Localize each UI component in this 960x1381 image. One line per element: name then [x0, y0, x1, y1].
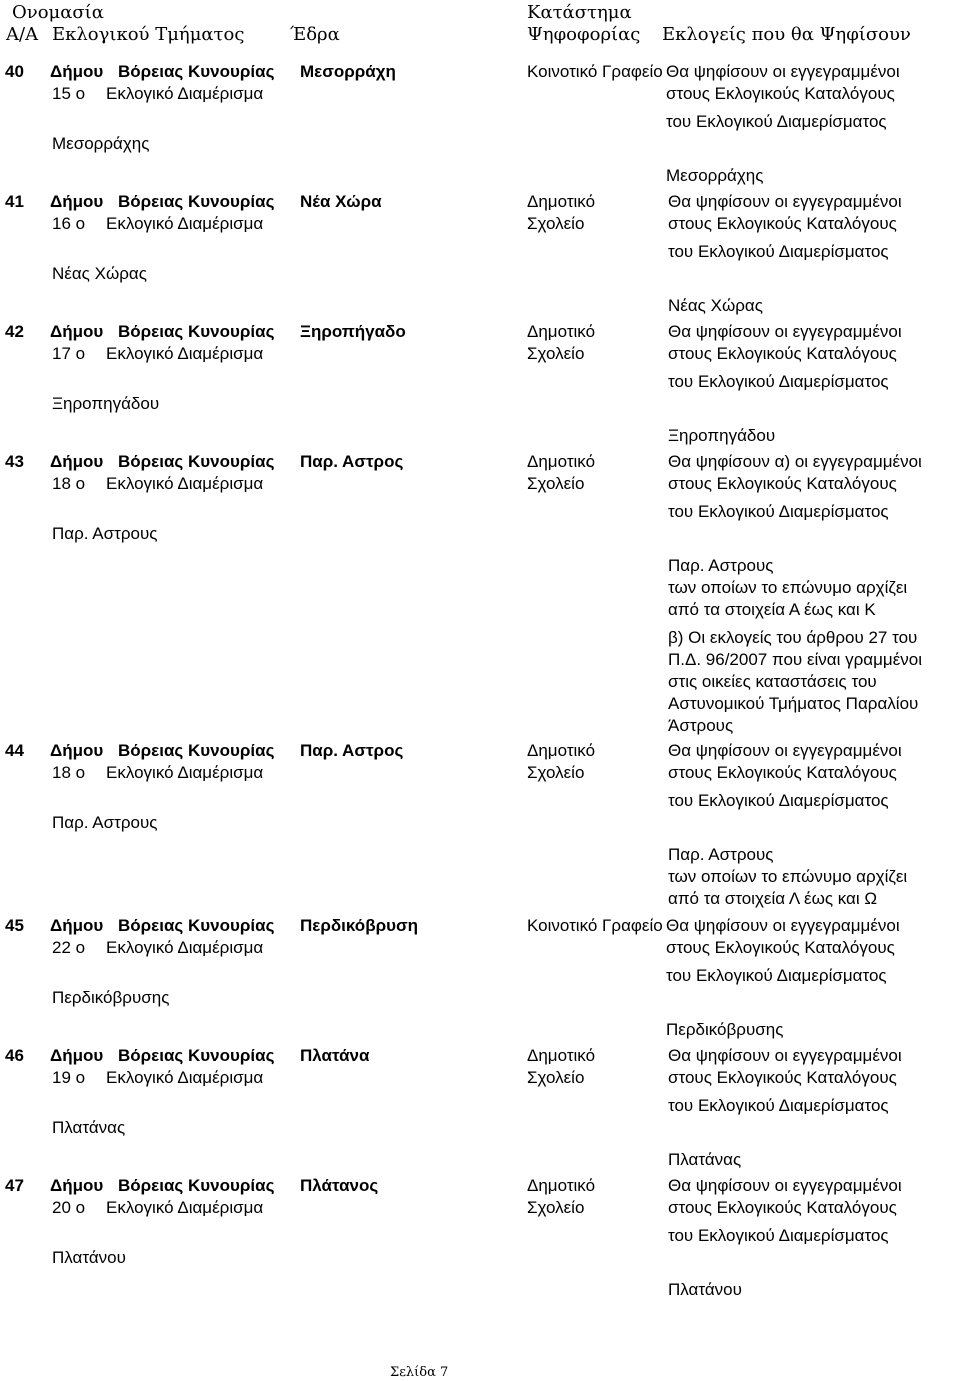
- entry-voters-extra: Άστρους: [668, 716, 734, 735]
- entry-number: 44: [5, 741, 24, 760]
- header-naming: Ονομασία: [12, 2, 104, 23]
- entry-voters-place: Μεσορράχης: [666, 166, 764, 185]
- entry-voters-place: Πλατάνας: [668, 1150, 742, 1169]
- entry-seat: Μεσορράχη: [300, 62, 396, 81]
- page-footer: Σελίδα 7: [390, 1365, 449, 1380]
- entry-voters-place: Περδικόβρυσης: [666, 1020, 784, 1039]
- entry-station-line2: Σχολείο: [527, 1068, 585, 1087]
- entry-region: Βόρειας Κυνουρίας: [118, 452, 275, 471]
- entry-voters-line3: του Εκλογικού Διαμερίσματος: [668, 791, 889, 810]
- entry-place: Ξηροπηγάδου: [52, 394, 160, 413]
- entry-district: Εκλογικό Διαμέρισμα: [106, 474, 264, 493]
- entry-voters-extra: Αστυνομικού Τμήματος Παραλίου: [668, 694, 919, 713]
- entry-voters-line2: στους Εκλογικούς Καταλόγους: [668, 474, 897, 493]
- entry-region: Βόρειας Κυνουρίας: [118, 192, 275, 211]
- entry-voters-extra: των οποίων το επώνυμο αρχίζει: [668, 867, 908, 886]
- entry-voters-place: Παρ. Αστρους: [668, 845, 774, 864]
- entry-number: 46: [5, 1046, 24, 1065]
- entry-voters-line3: του Εκλογικού Διαμερίσματος: [666, 112, 887, 131]
- entry-district: Εκλογικό Διαμέρισμα: [106, 1198, 264, 1217]
- entry-station-line1: Δημοτικό: [527, 192, 596, 211]
- entry-sub-number: 15 ο: [52, 84, 86, 103]
- entry-region: Βόρειας Κυνουρίας: [118, 322, 275, 341]
- entry-voters-line2: στους Εκλογικούς Καταλόγους: [668, 1198, 897, 1217]
- entry-voters-line3: του Εκλογικού Διαμερίσματος: [668, 372, 889, 391]
- entry-station-line1: Κοινοτικό Γραφείο: [527, 916, 663, 935]
- entry-voters-extra: β) Οι εκλογείς του άρθρου 27 του: [668, 628, 918, 647]
- entry-voters-extra: στις οικείες καταστάσεις του: [668, 672, 877, 691]
- entry-number: 40: [5, 62, 24, 81]
- entry-seat: Ξηροπήγαδο: [300, 322, 406, 341]
- entry-voters-line2: στους Εκλογικούς Καταλόγους: [668, 763, 897, 782]
- entry-voters-line3: του Εκλογικού Διαμερίσματος: [668, 502, 889, 521]
- entry-number: 42: [5, 322, 24, 341]
- entry-station-line1: Δημοτικό: [527, 452, 596, 471]
- entry-voters-place: Πλατάνου: [668, 1280, 742, 1299]
- entry-district: Εκλογικό Διαμέρισμα: [106, 1068, 264, 1087]
- header-voters: Εκλογείς που θα Ψηφίσουν: [662, 24, 911, 45]
- entry-district: Εκλογικό Διαμέρισμα: [106, 344, 264, 363]
- entry-municipality: Δήμου: [50, 741, 104, 760]
- entry-sub-number: 16 ο: [52, 214, 86, 233]
- entry-region: Βόρειας Κυνουρίας: [118, 1176, 275, 1195]
- entry-sub-number: 18 ο: [52, 763, 86, 782]
- entry-municipality: Δήμου: [50, 322, 104, 341]
- entry-voters-extra: από τα στοιχεία Λ έως και Ω: [668, 889, 878, 908]
- entry-voters-line2: στους Εκλογικούς Καταλόγους: [668, 214, 897, 233]
- entry-voters-line1: Θα ψηφίσουν οι εγγεγραμμένοι: [668, 322, 902, 341]
- entry-voters-line3: του Εκλογικού Διαμερίσματος: [668, 1096, 889, 1115]
- entry-sub-number: 18 ο: [52, 474, 86, 493]
- entry-voters-place: Ξηροπηγάδου: [668, 426, 776, 445]
- entry-place: Παρ. Αστρους: [52, 524, 158, 543]
- entry-region: Βόρειας Κυνουρίας: [118, 916, 275, 935]
- entry-station-line1: Δημοτικό: [527, 1046, 596, 1065]
- entry-voters-line2: στους Εκλογικούς Καταλόγους: [668, 1068, 897, 1087]
- entry-seat: Νέα Χώρα: [300, 192, 382, 211]
- entry-voters-place: Νέας Χώρας: [668, 296, 763, 315]
- header-name: Εκλογικού Τμήματος: [52, 24, 245, 45]
- entry-voters-extra: Π.Δ. 96/2007 που είναι γραμμένοι: [668, 650, 923, 669]
- entry-voters-line1: Θα ψηφίσουν οι εγγεγραμμένοι: [666, 916, 900, 935]
- entry-sub-number: 17 ο: [52, 344, 86, 363]
- entry-voters-line1: Θα ψηφίσουν οι εγγεγραμμένοι: [668, 1046, 902, 1065]
- entry-station-line1: Δημοτικό: [527, 322, 596, 341]
- entry-municipality: Δήμου: [50, 1176, 104, 1195]
- entry-voters-line1: Θα ψηφίσουν α) οι εγγεγραμμένοι: [668, 452, 922, 471]
- entry-municipality: Δήμου: [50, 1046, 104, 1065]
- entry-district: Εκλογικό Διαμέρισμα: [106, 763, 264, 782]
- header-station: Ψηφοφορίας: [527, 24, 641, 45]
- entry-voters-line1: Θα ψηφίσουν οι εγγεγραμμένοι: [668, 1176, 902, 1195]
- entry-municipality: Δήμου: [50, 916, 104, 935]
- entry-station-line2: Σχολείο: [527, 474, 585, 493]
- entry-municipality: Δήμου: [50, 192, 104, 211]
- entry-number: 47: [5, 1176, 24, 1195]
- entry-voters-place: Παρ. Αστρους: [668, 556, 774, 575]
- entry-place: Πλατάνας: [52, 1118, 126, 1137]
- entry-voters-line1: Θα ψηφίσουν οι εγγεγραμμένοι: [668, 192, 902, 211]
- entry-voters-line3: του Εκλογικού Διαμερίσματος: [668, 242, 889, 261]
- entry-place: Περδικόβρυσης: [52, 988, 170, 1007]
- entry-voters-line3: του Εκλογικού Διαμερίσματος: [666, 966, 887, 985]
- entry-number: 41: [5, 192, 24, 211]
- entry-voters-line1: Θα ψηφίσουν οι εγγεγραμμένοι: [668, 741, 902, 760]
- entry-place: Μεσορράχης: [52, 134, 150, 153]
- entry-voters-line3: του Εκλογικού Διαμερίσματος: [668, 1226, 889, 1245]
- entry-voters-line2: στους Εκλογικούς Καταλόγους: [666, 84, 895, 103]
- entry-station-line2: Σχολείο: [527, 344, 585, 363]
- entry-number: 43: [5, 452, 24, 471]
- entry-district: Εκλογικό Διαμέρισμα: [106, 938, 264, 957]
- entry-seat: Πλάτανος: [300, 1176, 379, 1195]
- entry-place: Πλατάνου: [52, 1248, 126, 1267]
- entry-station-line2: Σχολείο: [527, 1198, 585, 1217]
- header-seat: Έδρα: [290, 24, 340, 45]
- entry-voters-line1: Θα ψηφίσουν οι εγγεγραμμένοι: [666, 62, 900, 81]
- entry-voters-line2: στους Εκλογικούς Καταλόγους: [668, 344, 897, 363]
- header-aa: Α/Α: [6, 24, 39, 45]
- entry-place: Νέας Χώρας: [52, 264, 147, 283]
- entry-number: 45: [5, 916, 24, 935]
- entry-district: Εκλογικό Διαμέρισμα: [106, 214, 264, 233]
- entry-district: Εκλογικό Διαμέρισμα: [106, 84, 264, 103]
- entry-seat: Παρ. Αστρος: [300, 741, 404, 760]
- header-store: Κατάστημα: [527, 2, 632, 23]
- entry-region: Βόρειας Κυνουρίας: [118, 741, 275, 760]
- entry-seat: Παρ. Αστρος: [300, 452, 404, 471]
- entry-sub-number: 19 ο: [52, 1068, 86, 1087]
- entry-voters-line2: στους Εκλογικούς Καταλόγους: [666, 938, 895, 957]
- entry-sub-number: 20 ο: [52, 1198, 86, 1217]
- entry-place: Παρ. Αστρους: [52, 813, 158, 832]
- entry-municipality: Δήμου: [50, 452, 104, 471]
- entry-seat: Περδικόβρυση: [300, 916, 418, 935]
- entry-station-line2: Σχολείο: [527, 763, 585, 782]
- entry-municipality: Δήμου: [50, 62, 104, 81]
- entry-sub-number: 22 ο: [52, 938, 86, 957]
- entry-region: Βόρειας Κυνουρίας: [118, 62, 275, 81]
- entry-station-line1: Κοινοτικό Γραφείο: [527, 62, 663, 81]
- entry-station-line1: Δημοτικό: [527, 1176, 596, 1195]
- entry-station-line2: Σχολείο: [527, 214, 585, 233]
- entry-voters-extra: από τα στοιχεία Α έως και Κ: [668, 600, 876, 619]
- entry-region: Βόρειας Κυνουρίας: [118, 1046, 275, 1065]
- entry-voters-extra: των οποίων το επώνυμο αρχίζει: [668, 578, 908, 597]
- entry-station-line1: Δημοτικό: [527, 741, 596, 760]
- entry-seat: Πλατάνα: [300, 1046, 370, 1065]
